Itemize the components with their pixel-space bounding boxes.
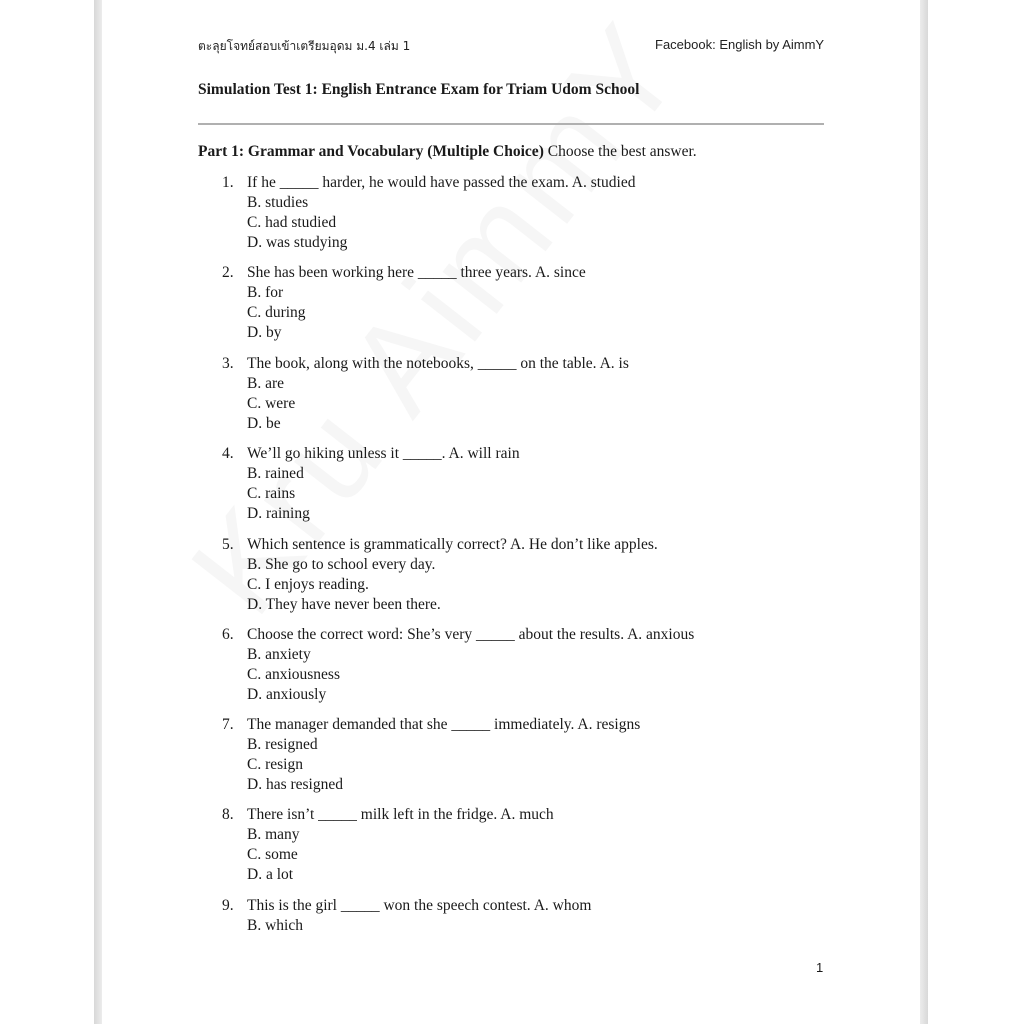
answer-option: D. be [247,415,281,432]
answer-option: B. studies [247,194,309,211]
answer-option: C. during [247,304,306,321]
question-text: She has been working here _____ three years. A. since [247,264,586,281]
answer-option: C. were [247,395,296,412]
question-text: Which sentence is grammatically correct? A. He don’t like apples. [247,536,658,553]
header-facebook: Facebook: English by AimmY [655,37,825,52]
question-text: The manager demanded that she _____ immediately. A. resigns [247,716,641,733]
answer-option: C. rains [247,485,296,502]
answer-option: B. are [247,375,285,392]
question-7 [222,715,640,795]
question-number: 3. [222,355,234,372]
question-number: 4. [222,445,234,462]
question-text: We’ll go hiking unless it _____. A. will rain [247,445,520,462]
answer-option: D. by [247,324,282,341]
answer-option: D. a lot [247,866,294,883]
question-number: 8. [222,806,234,823]
question-2 [222,263,586,343]
answer-option: C. anxiousness [247,666,340,683]
answer-option: D. anxiously [247,686,327,703]
question-text: There isn’t _____ milk left in the fridge. A. much [247,806,554,823]
answer-option: B. which [247,917,303,934]
question-5 [222,535,658,615]
question-number: 6. [222,626,234,643]
answer-option: B. rained [247,465,304,482]
answer-option: C. resign [247,756,303,773]
page-shadow-right [920,0,928,1024]
question-9 [222,896,591,936]
answer-option: C. I enjoys reading. [247,576,369,593]
question-1 [222,173,636,253]
question-number: 9. [222,897,234,914]
answer-option: B. She go to school every day. [247,556,436,573]
question-text: If he _____ harder, he would have passed the exam. A. studied [247,174,636,191]
answer-option: D. was studying [247,234,348,251]
answer-option: D. raining [247,505,310,522]
header-book-title: ตะลุยโจทย์สอบเข้าเตรียมอุดม ม.4 เล่ม 1 [198,39,411,53]
question-4 [222,444,520,524]
question-number: 5. [222,536,234,553]
question-3 [222,354,629,434]
question-6 [222,625,694,705]
answer-option: D. They have never been there. [247,596,441,613]
question-text: Choose the correct word: She’s very _____ about the results. A. anxious [247,626,695,643]
question-8 [222,805,554,885]
question-number: 7. [222,716,234,733]
answer-option: D. has resigned [247,776,343,793]
answer-option: C. had studied [247,214,337,231]
answer-option: B. for [247,284,284,301]
page-title: Simulation Test 1: English Entrance Exam for Triam Udom School [198,81,640,98]
answer-option: B. anxiety [247,646,311,663]
question-number: 1. [222,174,234,191]
answer-option: B. many [247,826,300,843]
answer-option: C. some [247,846,298,863]
part-instruction: Choose the best answer. [543,143,697,160]
page-number: 1 [816,960,824,975]
question-number: 2. [222,264,234,281]
question-text: The book, along with the notebooks, _____ on the table. A. is [247,355,629,372]
part-title: Part 1: Grammar and Vocabulary (Multiple Choice) [198,143,544,160]
page-shadow-left [94,0,102,1024]
question-text: This is the girl _____ won the speech contest. A. whom [247,897,592,914]
part-heading [198,143,697,161]
answer-option: B. resigned [247,736,318,753]
divider [198,123,824,125]
